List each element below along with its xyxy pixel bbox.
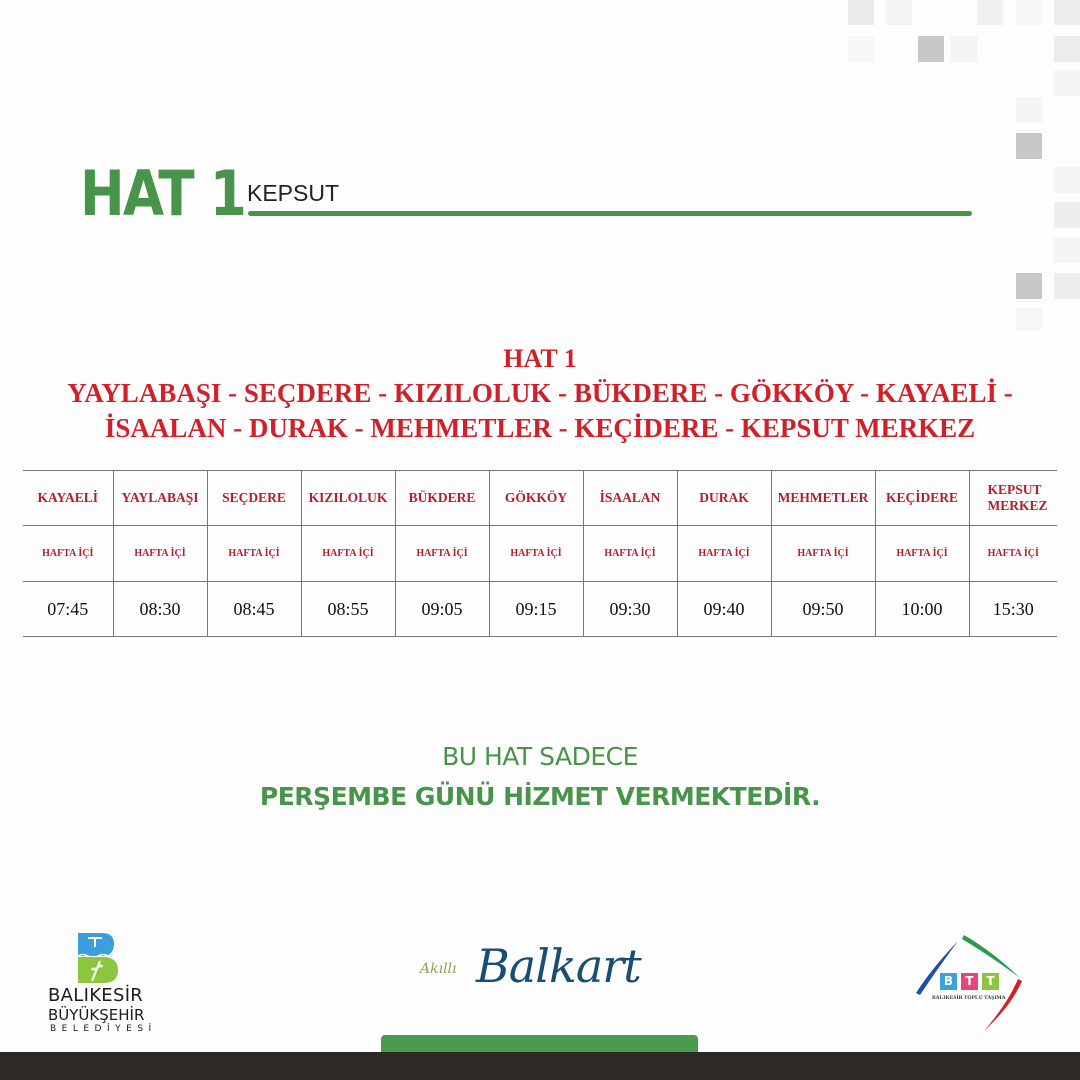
departure-time: 09:30 <box>583 582 677 637</box>
day-type-cell: HAFTA İÇİ <box>23 526 113 582</box>
departure-time: 10:00 <box>875 582 969 637</box>
day-type-cell: HAFTA İÇİ <box>677 526 771 582</box>
akilli-balkart-logo <box>420 939 670 1015</box>
stop-header: KAYAELİ <box>23 471 113 526</box>
stop-header: KIZILOLUK <box>301 471 395 526</box>
day-type-cell: HAFTA İÇİ <box>969 526 1057 582</box>
deco-square <box>1016 133 1042 159</box>
stop-header: MEHMETLER <box>771 471 875 526</box>
btt-letter: T <box>982 973 999 990</box>
schedule-table <box>23 470 1057 637</box>
deco-square <box>848 0 874 25</box>
day-type-cell: HAFTA İÇİ <box>771 526 875 582</box>
stop-header-row <box>23 471 1057 526</box>
deco-square <box>1054 0 1080 25</box>
day-type-cell: HAFTA İÇİ <box>489 526 583 582</box>
line-name-label: KEPSUT <box>247 180 340 206</box>
stop-header: KEPSUT MERKEZ <box>969 471 1057 526</box>
deco-square <box>848 36 874 62</box>
footer-dark-bar <box>0 1052 1080 1080</box>
service-notice-line-1: BU HAT SADECE <box>442 742 638 771</box>
deco-square <box>918 36 944 62</box>
stop-header: KEÇİDERE <box>875 471 969 526</box>
btt-letter: B <box>940 973 957 990</box>
departure-time: 08:30 <box>113 582 207 637</box>
departure-time: 15:30 <box>969 582 1057 637</box>
balikesir-municipality-logo <box>48 933 158 1038</box>
stop-header: DURAK <box>677 471 771 526</box>
deco-square <box>1016 0 1042 25</box>
route-stops-line-2: İSAALAN - DURAK - MEHMETLER - KEÇİDERE - KEPSUT MERKEZ <box>104 413 976 443</box>
departure-time: 09:50 <box>771 582 875 637</box>
day-type-row <box>23 526 1057 582</box>
deco-square <box>1054 36 1080 62</box>
departure-time: 08:45 <box>207 582 301 637</box>
deco-square <box>1016 97 1042 123</box>
route-stops-line-1: YAYLABAŞI - SEÇDERE - KIZILOLUK - BÜKDERE - GÖKKÖY - KAYAELİ - <box>67 378 1013 408</box>
departure-time: 07:45 <box>23 582 113 637</box>
deco-square <box>1054 273 1080 299</box>
header-underline <box>248 211 972 216</box>
departure-time: 08:55 <box>301 582 395 637</box>
day-type-cell: HAFTA İÇİ <box>113 526 207 582</box>
deco-square <box>1054 167 1080 193</box>
service-notice-line-2: PERŞEMBE GÜNÜ HİZMET VERMEKTEDİR. <box>259 782 821 811</box>
day-type-cell: HAFTA İÇİ <box>583 526 677 582</box>
departure-time: 09:40 <box>677 582 771 637</box>
btt-logo <box>912 933 1032 1033</box>
route-title: HAT 1 <box>503 344 577 373</box>
btt-caption: BALIKESİR TOPLU TAŞIMA <box>932 995 1006 1001</box>
stop-header: SEÇDERE <box>207 471 301 526</box>
day-type-cell: HAFTA İÇİ <box>395 526 489 582</box>
stop-header: YAYLABAŞI <box>113 471 207 526</box>
municipality-name-line-3: BELEDİYESİ <box>50 1024 157 1034</box>
btt-letter-boxes <box>940 973 999 990</box>
stop-header: GÖKKÖY <box>489 471 583 526</box>
deco-square <box>1054 202 1080 228</box>
deco-square <box>1016 273 1042 299</box>
municipality-name-line-1: BALIKESİR <box>48 985 144 1006</box>
day-type-cell: HAFTA İÇİ <box>875 526 969 582</box>
departure-time: 09:05 <box>395 582 489 637</box>
day-type-cell: HAFTA İÇİ <box>207 526 301 582</box>
line-code-heading: HAT 1 <box>80 157 246 230</box>
deco-square <box>977 0 1003 25</box>
deco-square <box>1054 237 1080 263</box>
deco-square <box>1016 308 1042 330</box>
departure-time-row <box>23 582 1057 637</box>
deco-square <box>951 36 977 62</box>
btt-letter: T <box>961 973 978 990</box>
balikesir-b-icon <box>78 933 118 983</box>
stop-header: BÜKDERE <box>395 471 489 526</box>
deco-square <box>1054 70 1080 96</box>
day-type-cell: HAFTA İÇİ <box>301 526 395 582</box>
municipality-name-line-2: BÜYÜKŞEHİR <box>48 1006 145 1024</box>
balkart-prefix: Akıllı <box>420 961 457 977</box>
departure-time: 09:15 <box>489 582 583 637</box>
balkart-wordmark: Balkart <box>476 939 641 993</box>
stop-header: İSAALAN <box>583 471 677 526</box>
deco-square <box>886 0 912 25</box>
